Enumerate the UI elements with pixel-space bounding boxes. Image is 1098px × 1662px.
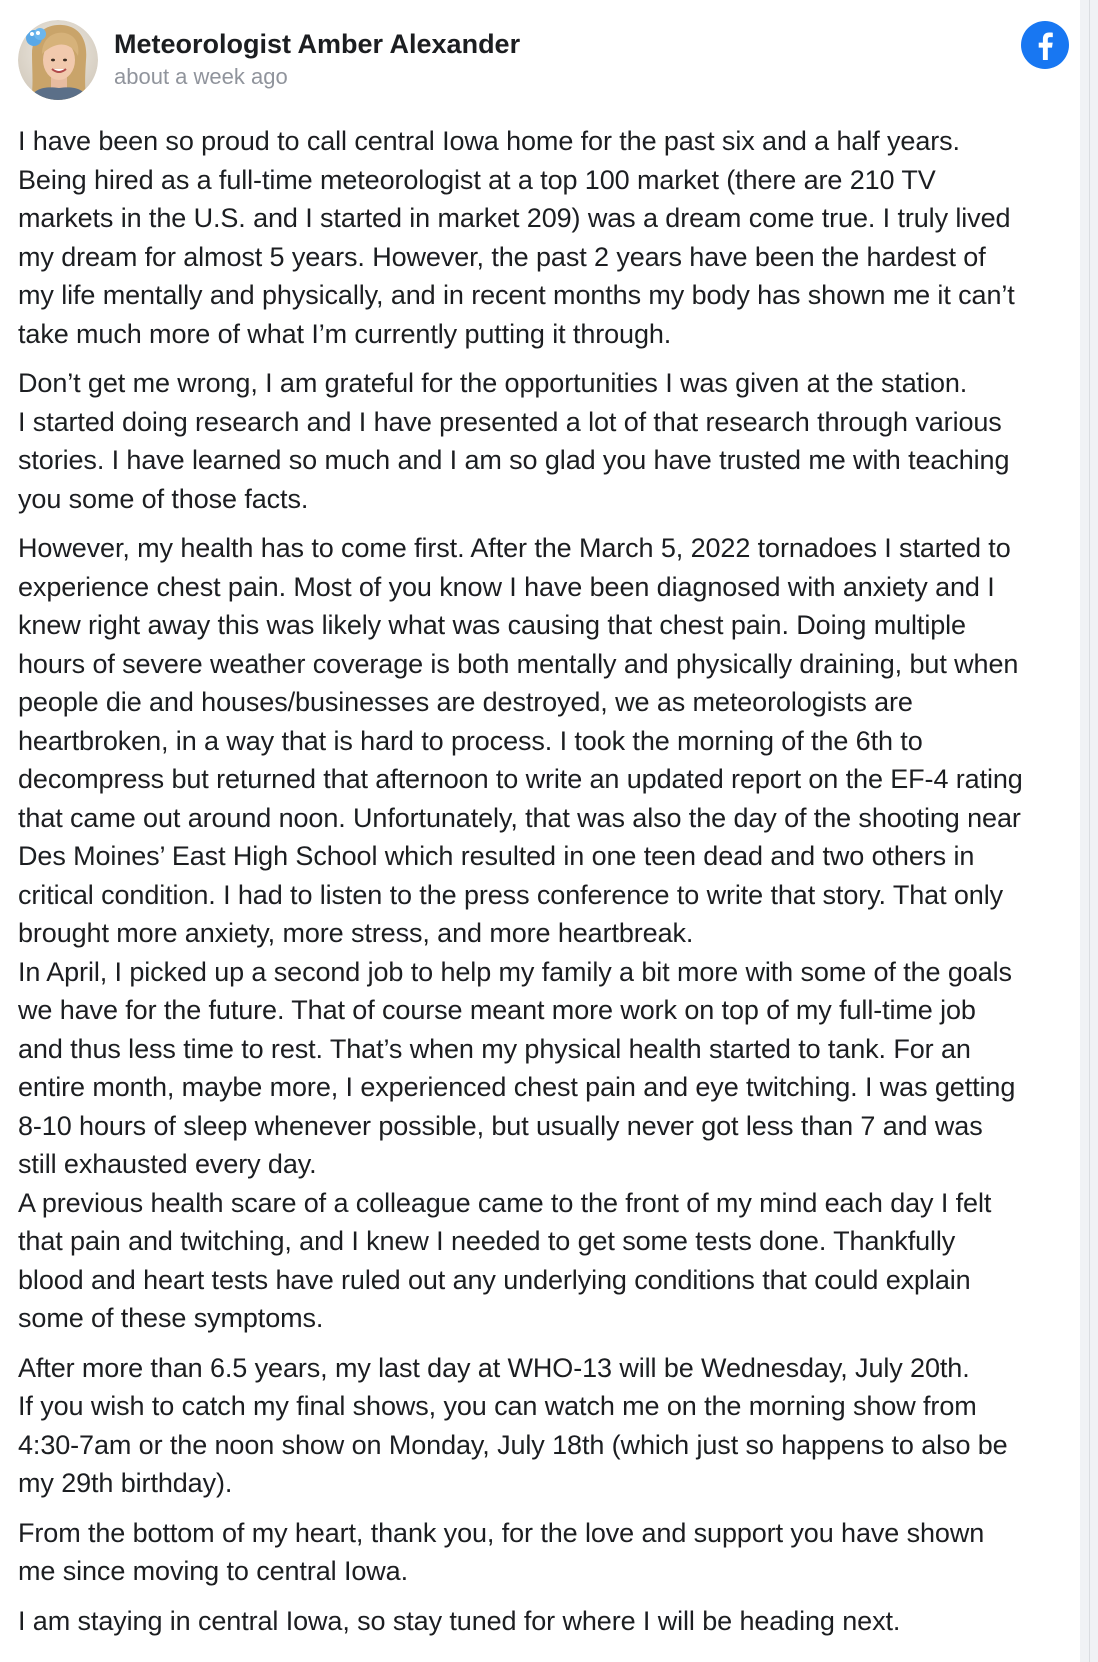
post-text-line: take much more of what I’m currently putting it through. (18, 318, 672, 349)
post-text-line: blood and heart tests have ruled out any underlying conditions that could explain (18, 1264, 971, 1295)
post-text-line: After more than 6.5 years, my last day at WHO-13 will be Wednesday, July 20th. (18, 1352, 970, 1383)
post-text-line: still exhausted every day. (18, 1149, 317, 1179)
post-text-line: However, my health has to come first. After the March 5, 2022 tornadoes I started to (18, 533, 1011, 563)
post-text-line: critical condition. I had to listen to the press conference to write that story. That only (18, 879, 1004, 910)
post-text-line: you some of those facts. (18, 483, 309, 514)
post-text-line: people die and houses/businesses are destroyed, we as meteorologists are (18, 687, 913, 717)
post-text-line: some of these symptoms. (18, 1303, 324, 1333)
post-paragraph (18, 529, 1082, 1338)
post-paragraph (18, 122, 1082, 353)
post-text-line: hours of severe weather coverage is both mentally and physically draining, but when (18, 648, 1019, 679)
post-text-line: knew right away this was likely what was causing that chest pain. Doing multiple (18, 610, 966, 640)
post-text-line: 4:30-7am or the noon show on Monday, July 18th (which just so happens to also be (18, 1429, 1008, 1460)
facebook-logo-icon[interactable] (1020, 20, 1070, 70)
avatar[interactable] (18, 20, 98, 100)
post-text-line: A previous health scare of a colleague came to the front of my mind each day I felt (18, 1187, 992, 1218)
post-text-line: Being hired as a full-time meteorologist at a top 100 market (there are 210 TV (18, 164, 936, 195)
post-text-line: we have for the future. That of course meant more work on top of my full-time job (18, 995, 976, 1025)
post-text-line: In April, I picked up a second job to help my family a bit more with some of the goals (18, 956, 1012, 987)
post-body (18, 122, 1082, 1640)
post-text-line: my 29th birthday). (18, 1468, 233, 1498)
post-text-line: If you wish to catch my final shows, you can watch me on the morning show from (18, 1391, 977, 1421)
post-text-line: entire month, maybe more, I experienced chest pain and eye twitching. I was getting (18, 1072, 1016, 1102)
post-text-line: that pain and twitching, and I knew I needed to get some tests done. Thankfully (18, 1226, 956, 1256)
post-text-line: stories. I have learned so much and I am so glad you have trusted me with teaching (18, 445, 1010, 475)
post-text-line: Des Moines’ East High School which resulted in one teen dead and two others in (18, 841, 975, 871)
post-text-line: I started doing research and I have presented a lot of that research through various (18, 406, 1002, 437)
post-text-line: From the bottom of my heart, thank you, for the love and support you have shown (18, 1517, 985, 1548)
post-header (18, 20, 520, 100)
post-text-line: decompress but returned that afternoon to write an updated report on the EF-4 rating (18, 764, 1023, 794)
post-text-line: 8-10 hours of sleep whenever possible, but usually never got less than 7 and was (18, 1110, 983, 1141)
post-text-line: me since moving to central Iowa. (18, 1556, 408, 1586)
scrollbar-track[interactable] (1080, 0, 1098, 1662)
post-text-line: my dream for almost 5 years. However, the past 2 years have been the hardest of (18, 241, 986, 272)
post-paragraph (18, 364, 1082, 518)
post-text-line: my life mentally and physically, and in recent months my body has shown me it can’t (18, 280, 1015, 310)
post-text-line: that came out around noon. Unfortunately, that was also the day of the shooting near (18, 802, 1021, 833)
post-meta (114, 28, 520, 92)
post-paragraph (18, 1514, 1082, 1591)
post-text-line: I am staying in central Iowa, so stay tuned for where I will be heading next. (18, 1605, 901, 1636)
post-text-line: heartbroken, in a way that is hard to process. I took the morning of the 6th to (18, 725, 923, 756)
divider (1089, 0, 1090, 1662)
post-text-line: and thus less time to rest. That’s when my physical health started to tank. For an (18, 1033, 971, 1064)
author-name[interactable]: Meteorologist Amber Alexander (114, 29, 521, 59)
post-text-line: Don’t get me wrong, I am grateful for the opportunities I was given at the station. (18, 368, 968, 398)
profile-photo-avatar (18, 20, 98, 100)
post-text-line: brought more anxiety, more stress, and more heartbreak. (18, 918, 694, 948)
post-text-line: markets in the U.S. and I started in market 209) was a dream come true. I truly lived (18, 203, 1011, 233)
post-timestamp[interactable]: about a week ago (114, 64, 288, 89)
post-text-line: experience chest pain. Most of you know I have been diagnosed with anxiety and I (18, 571, 995, 602)
post-paragraph (18, 1602, 1082, 1641)
post-text-line: I have been so proud to call central Iowa home for the past six and a half years. (18, 126, 960, 156)
post-paragraph (18, 1349, 1082, 1503)
